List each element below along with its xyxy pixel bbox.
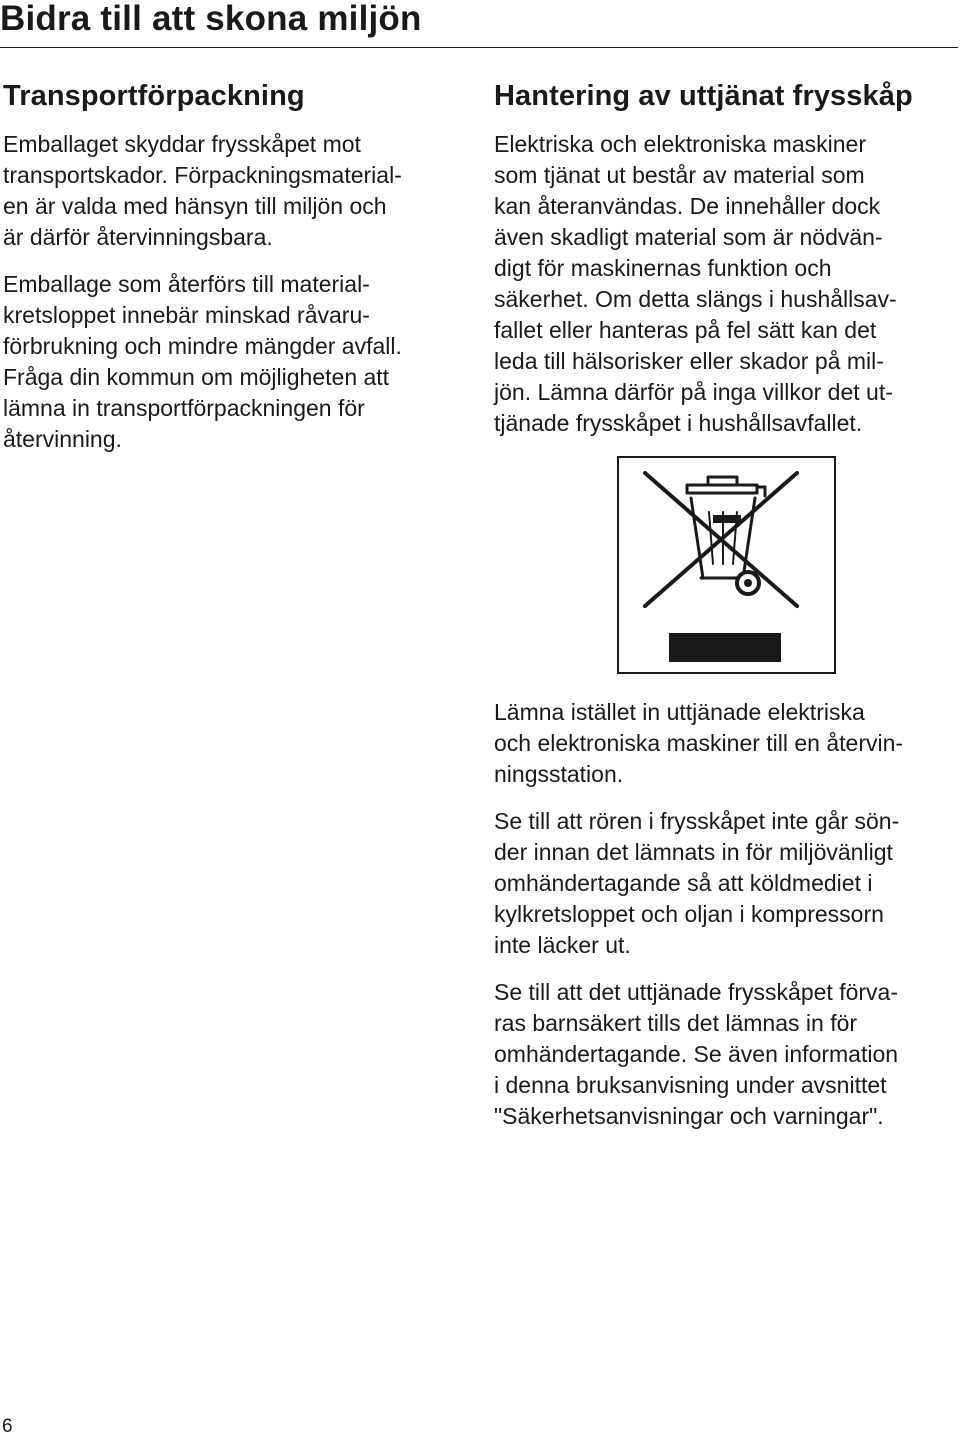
text-line: fallet eller hanteras på fel sätt kan det: [494, 317, 877, 343]
text-line: kan återanvändas. De innehåller dock: [494, 193, 881, 219]
old-freezer-disposal-heading: Hantering av uttjänat frysskåp: [494, 80, 913, 112]
packaging-recycling-paragraph: [3, 269, 453, 455]
text-line: även skadligt material som är nödvän-: [494, 224, 883, 250]
child-safety-paragraph: [494, 977, 960, 1132]
text-line: transportskador. Förpackningsmaterial-: [3, 162, 402, 188]
refrigerant-pipes-paragraph: [494, 806, 960, 961]
text-line: en är valda med hänsyn till miljön och: [3, 193, 387, 219]
text-line: kretsloppet innebär minskad råvaru-: [3, 302, 370, 328]
crossed-out-wheelie-bin-icon: [617, 456, 836, 674]
transport-packaging-heading: Transportförpackning: [3, 80, 305, 112]
text-line: omhändertagande så att köldmediet i: [494, 870, 873, 896]
text-line: lämna in transportförpackningen för: [3, 395, 365, 421]
text-line: Lämna istället in uttjänade elektriska: [494, 699, 865, 725]
page-title: Bidra till att skona miljön: [0, 0, 422, 38]
old-freezer-disposal-section: [494, 76, 960, 439]
transport-packaging-section: [3, 76, 453, 455]
text-line: "Säkerhetsanvisningar och varningar".: [494, 1103, 884, 1129]
text-line: Fråga din kommun om möjligheten att: [3, 364, 390, 390]
recycling-instructions-section: [494, 697, 960, 1132]
text-line: och elektroniska maskiner till en återvin-: [494, 730, 904, 756]
title-divider: [0, 47, 958, 48]
text-line: omhändertagande. Se även information: [494, 1041, 899, 1067]
text-line: i denna bruksanvisning under avsnittet: [494, 1072, 887, 1098]
text-line: är därför återvinningsbara.: [3, 224, 273, 250]
text-line: Emballaget skyddar frysskåpet mot: [3, 131, 361, 157]
page-number: 6: [2, 1416, 13, 1437]
text-line: jön. Lämna därför på inga villkor det ut-: [494, 379, 893, 405]
text-line: Emballage som återförs till material-: [3, 271, 370, 297]
text-line: Se till att rören i frysskåpet inte går sön-: [494, 808, 900, 834]
text-line: Se till att det uttjänade frysskåpet förva-: [494, 979, 898, 1005]
packaging-protection-paragraph: [3, 129, 453, 253]
text-line: inte läcker ut.: [494, 932, 631, 958]
text-line: Elektriska och elektroniska maskiner: [494, 131, 866, 157]
text-line: der innan det lämnats in för miljövänligt: [494, 839, 893, 865]
text-line: kylkretsloppet och oljan i kompressorn: [494, 901, 884, 927]
text-line: digt för maskinernas funktion och: [494, 255, 832, 281]
text-line: förbrukning och mindre mängder avfall.: [3, 333, 402, 359]
text-line: som tjänat ut består av material som: [494, 162, 865, 188]
text-line: ras barnsäkert tills det lämnas in för: [494, 1010, 858, 1036]
text-line: leda till hälsorisker eller skador på mil-: [494, 348, 884, 374]
text-line: ningsstation.: [494, 761, 624, 787]
text-line: återvinning.: [3, 426, 122, 452]
recycling-station-paragraph: [494, 697, 960, 790]
disposal-intro-paragraph: [494, 129, 960, 439]
text-line: tjänade frysskåpet i hushållsavfallet.: [494, 410, 863, 436]
text-line: säkerhet. Om detta slängs i hushållsav-: [494, 286, 897, 312]
